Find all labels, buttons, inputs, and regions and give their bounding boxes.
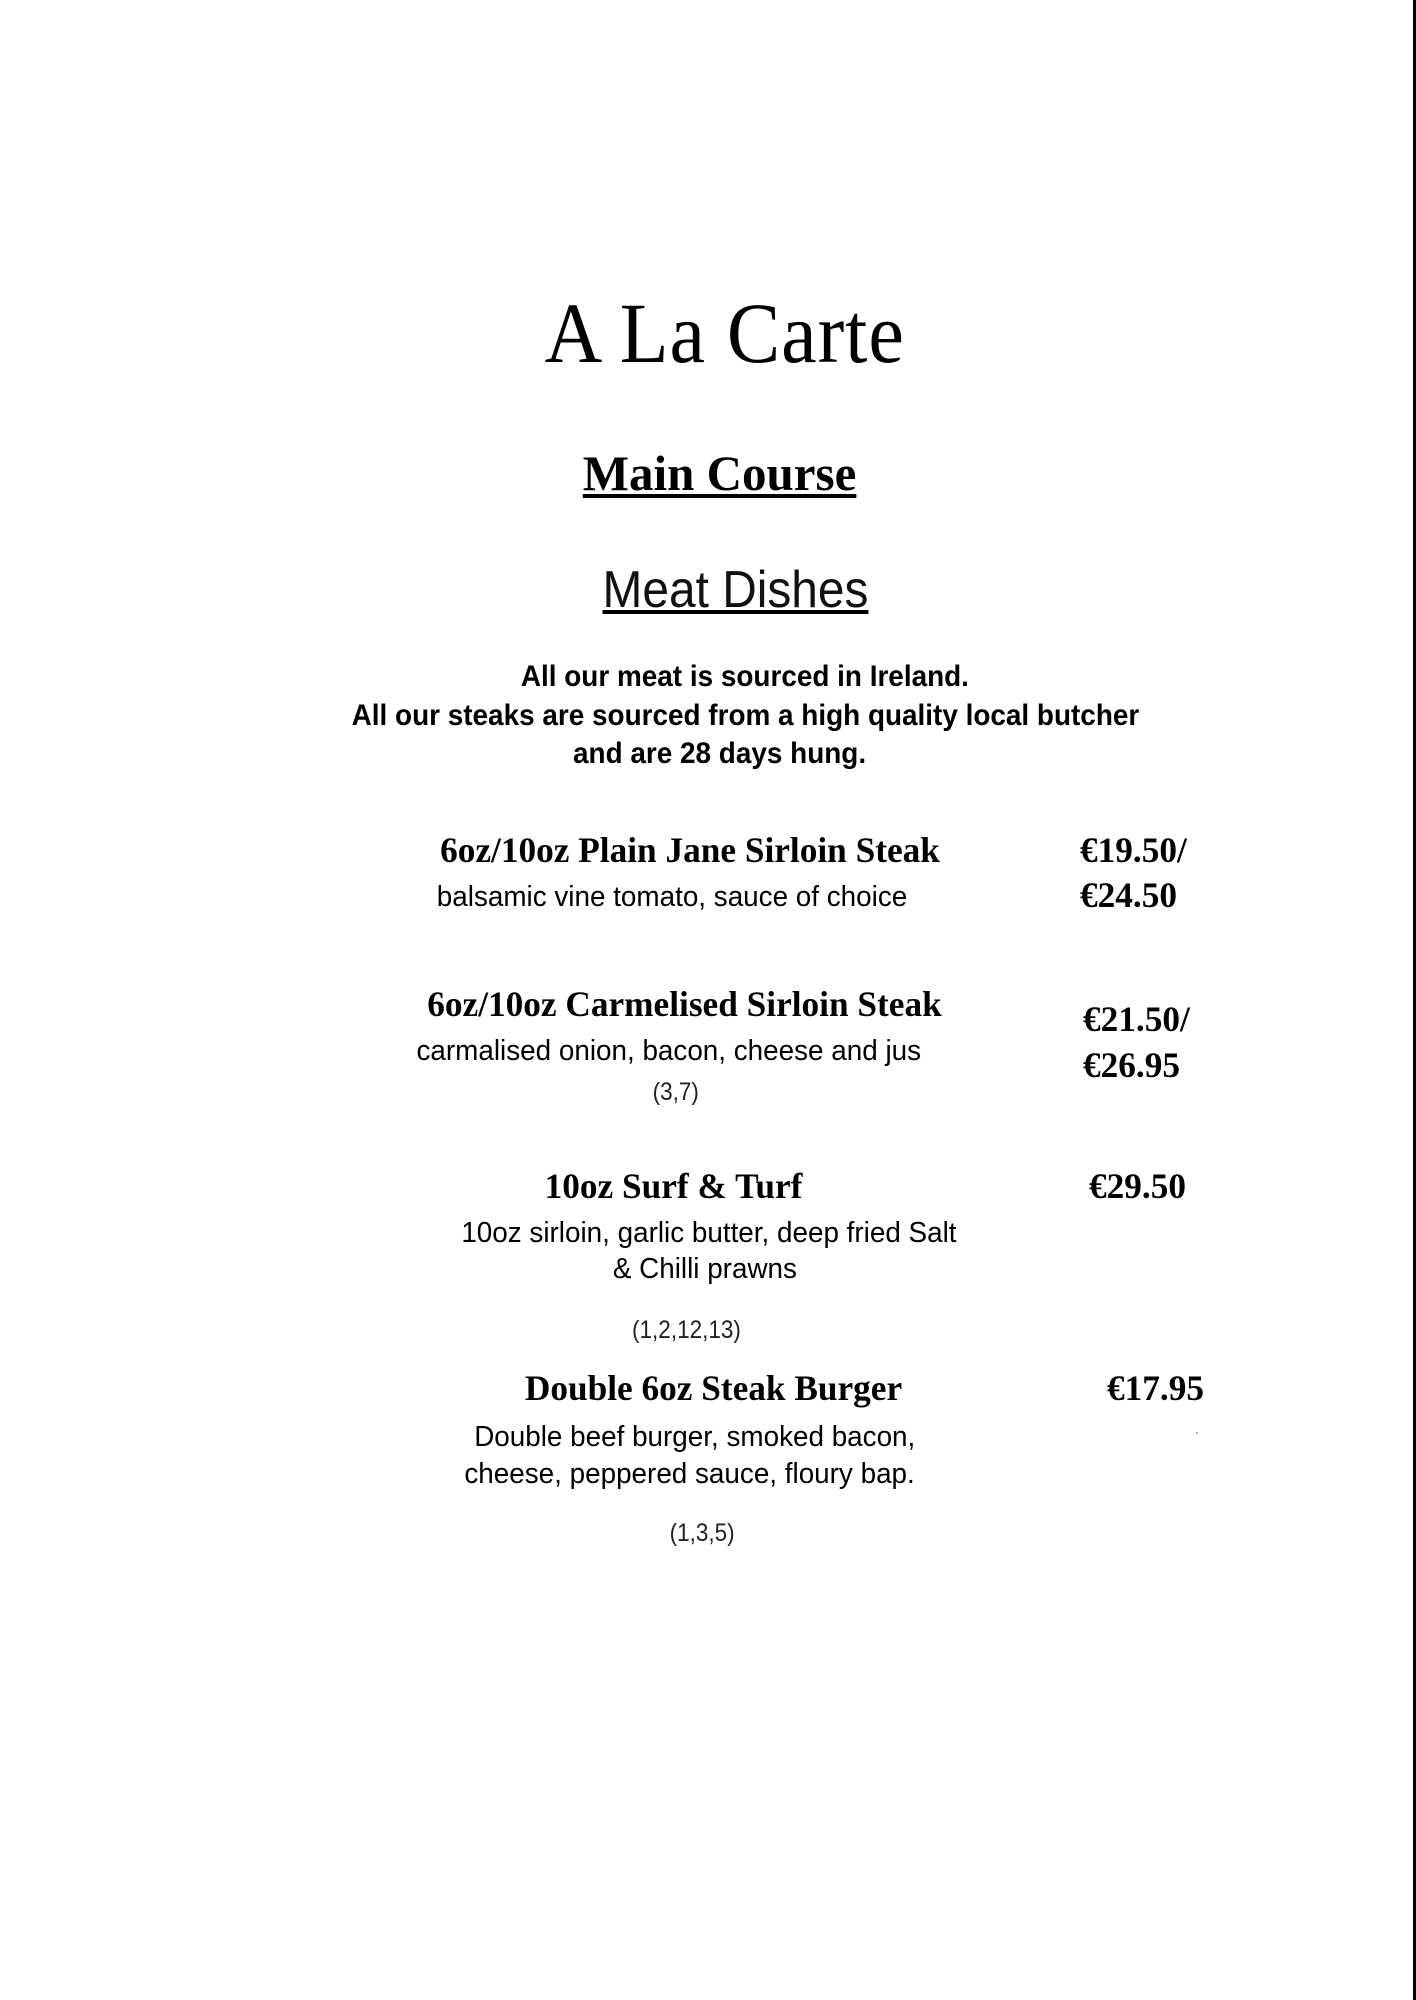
item-name-row [450, 1370, 976, 1406]
item-description: cheese, peppered sauce, floury bap. [464, 1458, 916, 1490]
item-price: €21.50/ [1083, 999, 1190, 1039]
allergen-row [596, 1315, 776, 1343]
item-name-row [480, 1168, 868, 1204]
item-description-row [380, 880, 964, 912]
item-price: €29.50 [1089, 1166, 1187, 1206]
item-description: carmalised onion, bacon, cheese and jus [416, 1035, 922, 1067]
item-description-row [360, 1034, 978, 1066]
item-description: & Chilli prawns [612, 1253, 798, 1285]
item-name: 6oz/10oz Carmelised Sirloin Steak [426, 984, 942, 1024]
item-price-row [1107, 1370, 1237, 1406]
item-price: €24.50 [1080, 875, 1178, 915]
intro-text: All our steaks are sourced from a high quality local butcher [351, 699, 1139, 732]
stray-dot [1196, 1432, 1198, 1434]
item-description-row [410, 1216, 1008, 1248]
menu-title: A La Carte [544, 285, 906, 381]
allergen-row [630, 1518, 774, 1546]
item-name-row [360, 832, 1020, 868]
menu-title-row [458, 285, 992, 381]
allergen-codes: (1,3,5) [669, 1519, 735, 1547]
item-description: 10oz sirloin, garlic butter, deep fried Salt [461, 1217, 957, 1249]
intro-text: and are 28 days hung. [573, 737, 867, 770]
item-name: Double 6oz Steak Burger [524, 1368, 902, 1408]
item-price: €19.50/ [1080, 830, 1187, 870]
item-price-row [1083, 1001, 1233, 1037]
intro-text: All our meat is sourced in Ireland. [520, 660, 970, 693]
item-price: €17.95 [1107, 1368, 1205, 1408]
section-heading-row [540, 561, 930, 619]
section-heading: Meat Dishes [602, 561, 868, 619]
item-price: €26.95 [1083, 1045, 1181, 1085]
item-name: 6oz/10oz Plain Jane Sirloin Steak [440, 830, 940, 870]
item-description-row [420, 1457, 960, 1489]
intro-line [280, 699, 1210, 731]
item-description-row [430, 1420, 960, 1452]
item-price-row [1080, 832, 1230, 868]
allergen-codes: (3,7) [652, 1078, 700, 1106]
course-heading-row [520, 445, 920, 501]
item-description: Double beef burger, smoked bacon, [474, 1421, 916, 1453]
intro-line [300, 660, 1190, 692]
item-price-row [1080, 877, 1230, 913]
item-price-row [1083, 1047, 1233, 1083]
course-heading: Main Course [583, 445, 857, 501]
intro-line [400, 737, 1040, 769]
allergen-row [600, 1077, 752, 1105]
item-price-row [1089, 1168, 1239, 1204]
item-name: 10oz Surf & Turf [545, 1166, 803, 1206]
allergen-codes: (1,2,12,13) [631, 1316, 741, 1344]
item-description: balsamic vine tomato, sauce of choice [436, 881, 908, 913]
item-description-row [560, 1252, 850, 1284]
item-name-row [350, 986, 1018, 1022]
